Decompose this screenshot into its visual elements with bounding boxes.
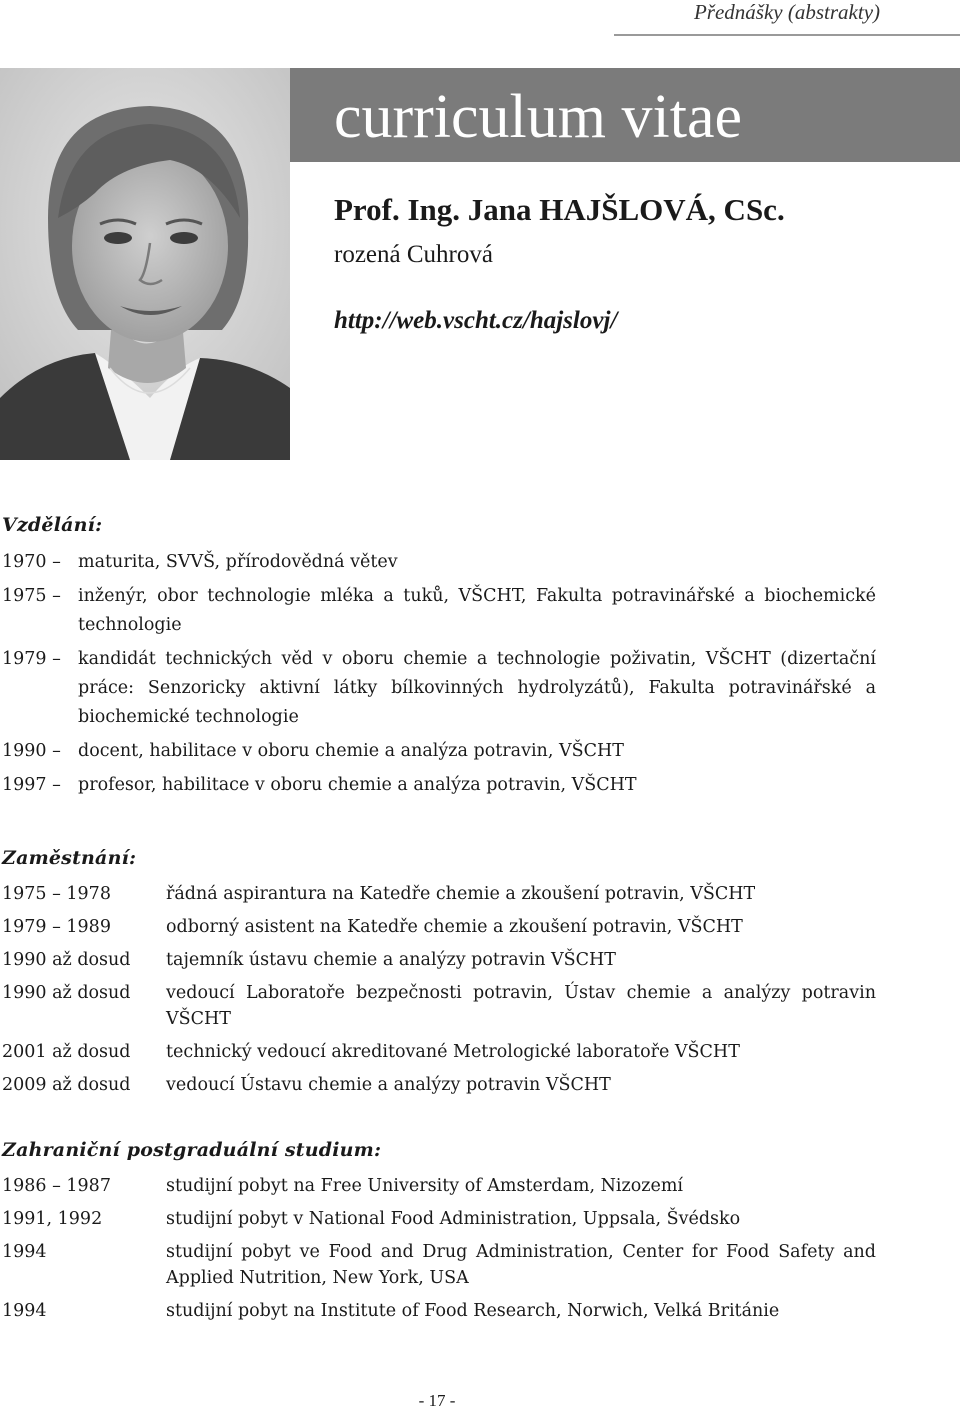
running-header: Přednášky (abstrakty) xyxy=(614,0,960,36)
person-name: Prof. Ing. Jana HAJŠLOVÁ, CSc. xyxy=(334,192,785,227)
maiden-name: rozená Cuhrová xyxy=(334,241,493,268)
table-row: 1975 – 1978 řádná aspirantura na Katedře chemie a zkoušení potravin, VŠCHT xyxy=(2,884,756,904)
page-number: - 17 - xyxy=(418,1391,456,1410)
list-item: 1975 – inženýr, obor technologie mléka a tuků, VŠCHT, Fakulta potravinářské a biochemické technologie xyxy=(2,586,876,635)
list-item: 1990 – docent, habilitace v oboru chemie a analýza potravin, VŠCHT xyxy=(2,741,624,761)
employment-list xyxy=(2,881,876,1098)
table-row: 1994 studijní pobyt na Institute of Food Research, Norwich, Velká Británie xyxy=(2,1301,780,1321)
table-row: 1990 až dosud vedoucí Laboratoře bezpečnosti potravin, Ústav chemie a analýzy potravin VŠCHT xyxy=(2,983,876,1029)
employment-section xyxy=(2,845,876,1105)
list-item: 1997 – profesor, habilitace v oboru chemie a analýza potravin, VŠCHT xyxy=(2,775,637,795)
portrait-illustration xyxy=(0,68,290,460)
portrait-photo xyxy=(0,68,290,460)
table-row: 1990 až dosud tajemník ústavu chemie a analýzy potravin VŠCHT xyxy=(2,950,616,970)
list-item: 1970 – maturita, SVVŠ, přírodovědná větev xyxy=(2,552,398,572)
postgraduate-list xyxy=(2,1173,876,1324)
table-row: 2009 až dosud vedoucí Ústavu chemie a analýzy potravin VŠCHT xyxy=(2,1075,611,1095)
employment-heading: Zaměstnání: xyxy=(2,847,137,869)
table-row: 1986 – 1987 studijní pobyt na Free University of Amsterdam, Nizozemí xyxy=(2,1176,684,1196)
title-band xyxy=(290,68,960,162)
homepage-link[interactable]: http://web.vscht.cz/hajslovj/ xyxy=(334,307,618,334)
education-list xyxy=(2,548,876,800)
page-title: curriculum vitae xyxy=(334,83,742,151)
education-heading: Vzdělání: xyxy=(2,514,103,536)
table-row: 1994 studijní pobyt ve Food and Drug Administration, Center for Food Safety and Applied Nutrition, New York, USA xyxy=(2,1242,876,1288)
education-section xyxy=(2,512,876,800)
postgraduate-section xyxy=(2,1137,876,1331)
table-row: 2001 až dosud technický vedoucí akreditované Metrologické laboratoře VŠCHT xyxy=(2,1042,740,1062)
table-row: 1991, 1992 studijní pobyt v National Food Administration, Uppsala, Švédsko xyxy=(2,1209,741,1229)
table-row: 1979 – 1989 odborný asistent na Katedře chemie a zkoušení potravin, VŠCHT xyxy=(2,917,743,937)
person-block xyxy=(334,190,785,336)
postgraduate-heading: Zahraniční postgraduální studium: xyxy=(2,1139,382,1161)
list-item: 1979 – kandidát technických věd v oboru chemie a technologie poživatin, VŠCHT (dizertační práce: Senzoricky aktivní látky bílkovinných hydrolyzátů), Fakulta potravinářské a biochemické technologie xyxy=(2,649,876,727)
